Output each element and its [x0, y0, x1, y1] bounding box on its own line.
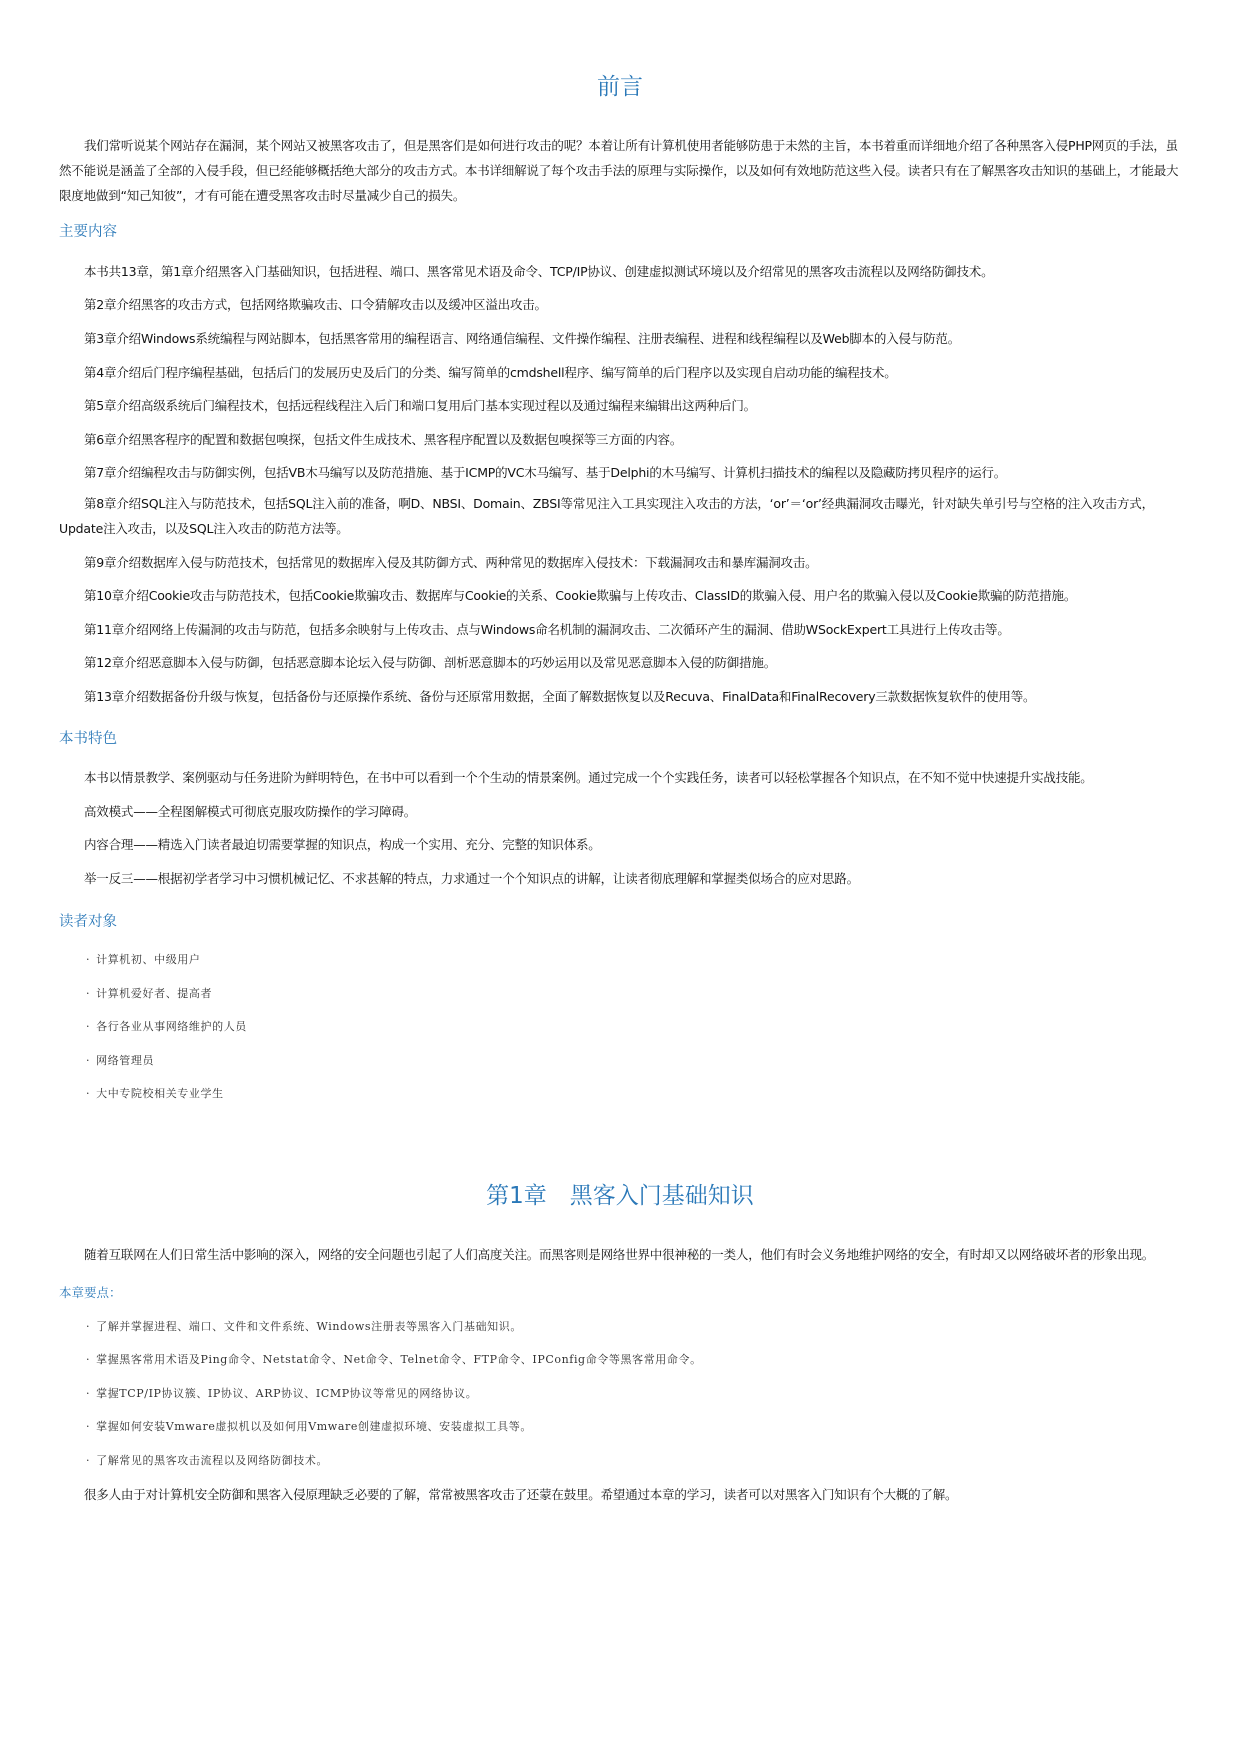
chapter-summary-11: 第11章介绍网络上传漏洞的攻击与防范，包括多余映射与上传攻击、点与Windows命名机制的漏洞攻击、二次循环产生的漏洞、借助WSockExpert工具进行上传攻击等。	[84, 622, 1010, 637]
chapter-1-title: 第1章 黑客入门基础知识	[486, 1183, 754, 1209]
chapter-summary-7: 第7章介绍编程攻击与防御实例，包括VB木马编写以及防范措施、基于ICMP的VC木马编写、基于Delphi的木马编写、计算机扫描技术的编程以及隐藏防拷贝程序的运行。	[84, 465, 1007, 480]
feature-2: 高效模式——全程图解模式可彻底克服攻防操作的学习障碍。	[84, 804, 417, 819]
chapter-summary-5: 第5章介绍高级系统后门编程技术，包括远程线程注入后门和端口复用后门基本实现过程以及通过编程来编辑出这两种后门。	[84, 398, 756, 413]
chapter-1-outro: 很多人由于对计算机安全防御和黑客入侵原理缺乏必要的了解，常常被黑客攻击了还蒙在鼓里。希望通过本章的学习，读者可以对黑客入门知识有个大概的了解。	[84, 1487, 958, 1502]
reader-item: · 计算机初、中级用户	[86, 953, 201, 966]
main-content-heading: 主要内容	[59, 224, 117, 240]
chapter-summary-12: 第12章介绍恶意脚本入侵与防御，包括恶意脚本论坛入侵与防御、剖析恶意脚本的巧妙运用以及常见恶意脚本入侵的防御措施。	[84, 655, 777, 670]
key-point-item: · 掌握TCP/IP协议簇、IP协议、ARP协议、ICMP协议等常见的网络协议。	[86, 1387, 478, 1400]
features-heading: 本书特色	[59, 731, 117, 747]
feature-3: 内容合理——精选入门读者最迫切需要掌握的知识点，构成一个实用、充分、完整的知识体系。	[84, 837, 601, 852]
feature-1: 本书以情景教学、案例驱动与任务进阶为鲜明特色，在书中可以看到一个个生动的情景案例。通过完成一个个实践任务，读者可以轻松掌握各个知识点，在不知不觉中快速提升实战技能。	[84, 770, 1093, 785]
reader-item: · 大中专院校相关专业学生	[86, 1087, 224, 1100]
chapter-summary-9: 第9章介绍数据库入侵与防范技术，包括常见的数据库入侵及其防御方式、两种常见的数据库入侵技术：下载漏洞攻击和暴库漏洞攻击。	[84, 555, 818, 570]
chapter-summary-6: 第6章介绍黑客程序的配置和数据包嗅探，包括文件生成技术、黑客程序配置以及数据包嗅探等三方面的内容。	[84, 432, 683, 447]
preface-intro: 我们常听说某个网站存在漏洞，某个网站又被黑客攻击了，但是黑客们是如何进行攻击的呢？本着让所有计算机使用者能够防患于未然的主旨，本书着重而详细地介绍了各种黑客入侵PHP网页的手法，虽然不能说是涵盖了全部的入侵手段，但已经能够概括绝大部分的攻击方式。本书详细解说了每个攻击手法的原理与实际操作，以及如何有效地防范这些入侵。读者只有在了解黑客攻击知识的基础上，才能最大限度地做到“知己知彼”，才有可能在遭受黑客攻击时尽量减少自己的损失。	[59, 138, 1179, 203]
chapter-summary-3: 第3章介绍Windows系统编程与网站脚本，包括黑客常用的编程语言、网络通信编程、文件操作编程、注册表编程、进程和线程编程以及Web脚本的入侵与防范。	[84, 331, 961, 346]
key-point-item: · 了解并掌握进程、端口、文件和文件系统、Windows注册表等黑客入门基础知识。	[86, 1320, 522, 1333]
readers-heading: 读者对象	[59, 914, 117, 930]
key-points-heading: 本章要点：	[59, 1285, 122, 1300]
chapter-summary-10: 第10章介绍Cookie攻击与防范技术，包括Cookie欺骗攻击、数据库与Cookie的关系、Cookie欺骗与上传攻击、ClassID的欺骗入侵、用户名的欺骗入侵以及Cookie欺骗的防范措施。	[84, 588, 1077, 603]
reader-item: · 网络管理员	[86, 1054, 155, 1067]
feature-4: 举一反三——根据初学者学习中习惯机械记忆、不求甚解的特点，力求通过一个个知识点的讲解，让读者彻底理解和掌握类似场合的应对思路。	[84, 871, 859, 886]
chapter-1-intro: 随着互联网在人们日常生活中影响的深入，网络的安全问题也引起了人们高度关注。而黑客则是网络世界中很神秘的一类人，他们有时会义务地维护网络的安全，有时却又以网络破坏者的形象出现。	[84, 1247, 1155, 1262]
chapter-summary-8: 第8章介绍SQL注入与防范技术，包括SQL注入前的准备，啊D、NBSI、Domain、ZBSI等常见注入工具实现注入攻击的方法，‘or’＝‘or’经典漏洞攻击曝光，针对缺失单引号与空格的注入攻击方式，Update注入攻击，以及SQL注入攻击的防范方法等。	[59, 496, 1154, 536]
chapter-summary-13: 第13章介绍数据备份升级与恢复，包括备份与还原操作系统、备份与还原常用数据，全面了解数据恢复以及Recuva、FinalData和FinalRecovery三款数据恢复软件的使用等。	[84, 689, 1036, 704]
preface-title: 前言	[597, 74, 643, 100]
key-point-item: · 掌握黑客常用术语及Ping命令、Netstat命令、Net命令、Telnet命令、FTP命令、IPConfig命令等黑客常用命令。	[86, 1353, 702, 1366]
chapter-summary-1: 本书共13章，第1章介绍黑客入门基础知识，包括进程、端口、黑客常见术语及命令、TCP/IP协议、创建虚拟测试环境以及介绍常见的黑客攻击流程以及网络防御技术。	[84, 264, 994, 279]
key-point-item: · 掌握如何安装Vmware虚拟机以及如何用Vmware创建虚拟环境、安装虚拟工具等。	[86, 1420, 532, 1433]
chapter-summary-2: 第2章介绍黑客的攻击方式，包括网络欺骗攻击、口令猜解攻击以及缓冲区溢出攻击。	[84, 297, 547, 312]
reader-item: · 各行各业从事网络维护的人员	[86, 1020, 247, 1033]
chapter-summary-4: 第4章介绍后门程序编程基础，包括后门的发展历史及后门的分类、编写简单的cmdshell程序、编写简单的后门程序以及实现自启动功能的编程技术。	[84, 365, 897, 380]
reader-item: · 计算机爱好者、提高者	[86, 987, 213, 1000]
key-point-item: · 了解常见的黑客攻击流程以及网络防御技术。	[86, 1454, 329, 1467]
